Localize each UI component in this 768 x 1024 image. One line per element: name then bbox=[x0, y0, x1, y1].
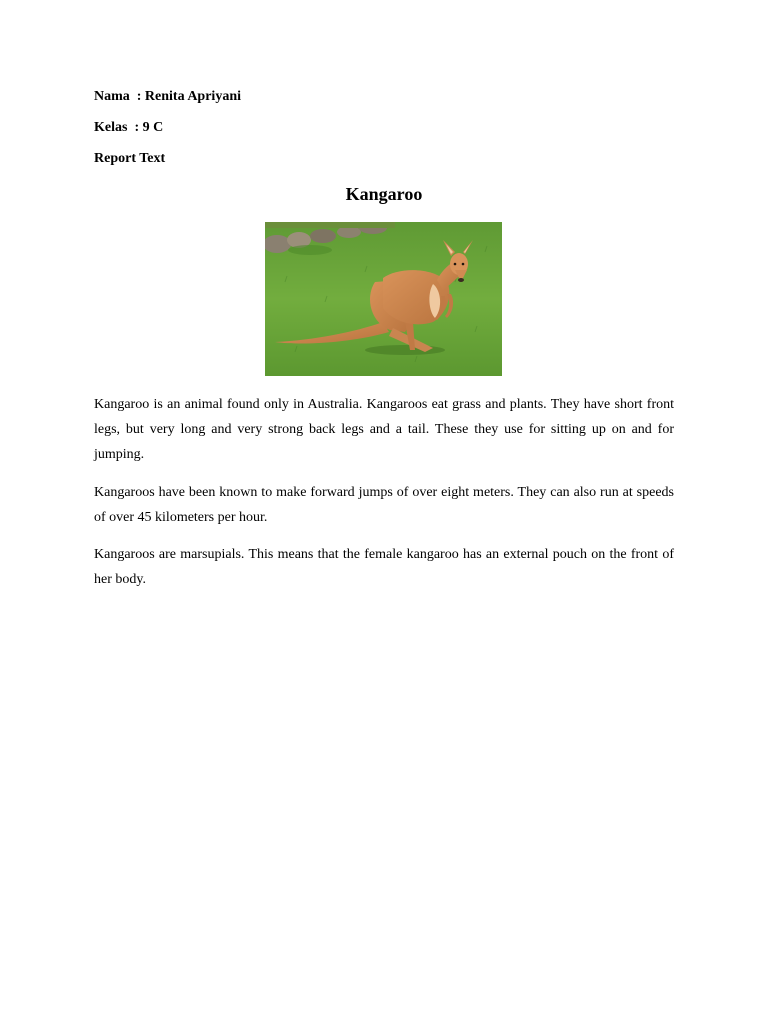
paragraph-2: Kangaroos have been known to make forward jumps of over eight meters. They can also run at speeds of over 45 kilometers per hour. bbox=[94, 485, 674, 525]
paragraph-3: Kangaroos are marsupials. This means that the female kangaroo has an external pouch on the front of her body. bbox=[94, 547, 674, 587]
page-title: Kangaroo bbox=[345, 184, 423, 204]
student-name: Nama : Renita Apriyani bbox=[94, 89, 241, 104]
paragraph-1: Kangaroo is an animal found only in Australia. Kangaroos eat grass and plants. They have short front legs, but very long and very strong back legs and a tail. These they use for sitting up on and for jumping. bbox=[94, 397, 674, 462]
student-class: Kelas : 9 C bbox=[94, 120, 164, 135]
text-type: Report Text bbox=[94, 151, 166, 166]
kangaroo-illustration bbox=[265, 222, 502, 376]
kangaroo-photo bbox=[265, 222, 502, 376]
